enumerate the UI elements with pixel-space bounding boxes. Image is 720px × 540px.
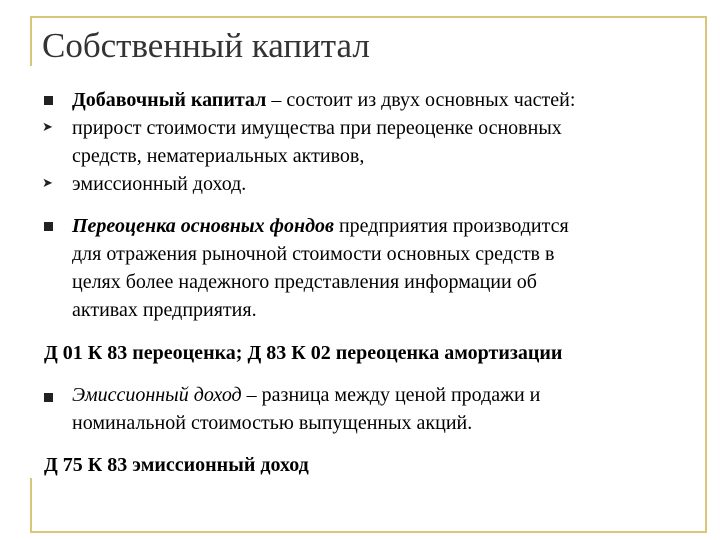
sub1-line1: прирост стоимости имущества при переоценке основных [72,117,562,139]
square-bullet-icon [44,222,53,231]
frame-left-border [30,16,32,66]
accounting-entry-emission [44,451,309,479]
revaluation-line2: для отражения рыночной стоимости основных средств в [72,243,555,265]
revaluation-line4: активах предприятия. [72,299,257,321]
added-capital-line [72,86,575,114]
revaluation-rest: предприятия производится [333,215,569,237]
frame-right-border [705,16,707,533]
arrow-bullet-icon: ➤ [42,120,53,135]
arrow-bullet-icon: ➤ [42,176,53,191]
revaluation-line1 [72,212,569,240]
sub2-line1: эмиссионный доход. [72,173,247,195]
emission-term: Эмиссионный доход [72,384,242,406]
slide-title: Собственный капитал [42,26,370,65]
revaluation-line3: целях более надежного представления информации об [72,271,537,293]
accounting-entry-revaluation [44,339,562,367]
square-bullet-icon [44,96,53,105]
frame-left-lower-border [30,478,32,533]
frame-bottom-border [30,531,707,533]
accounting-entry-revaluation-text: Д 01 К 83 переоценка; Д 83 К 02 переоценка амортизации [44,342,563,364]
sub1-line2: средств, нематериальных активов, [72,145,365,167]
revaluation-term: Переоценка основных фондов [72,215,334,237]
square-bullet-icon [44,393,53,402]
added-capital-rest: – состоит из двух основных частей: [266,89,576,111]
emission-line2: номинальной стоимостью выпущенных акций. [72,412,473,434]
emission-line1 [72,381,540,409]
frame-top-border [30,16,707,18]
emission-rest: – разница между ценой продажи и [241,384,541,406]
accounting-entry-emission-text: Д 75 К 83 эмиссионный доход [44,454,309,476]
added-capital-term: Добавочный капитал [72,89,267,111]
